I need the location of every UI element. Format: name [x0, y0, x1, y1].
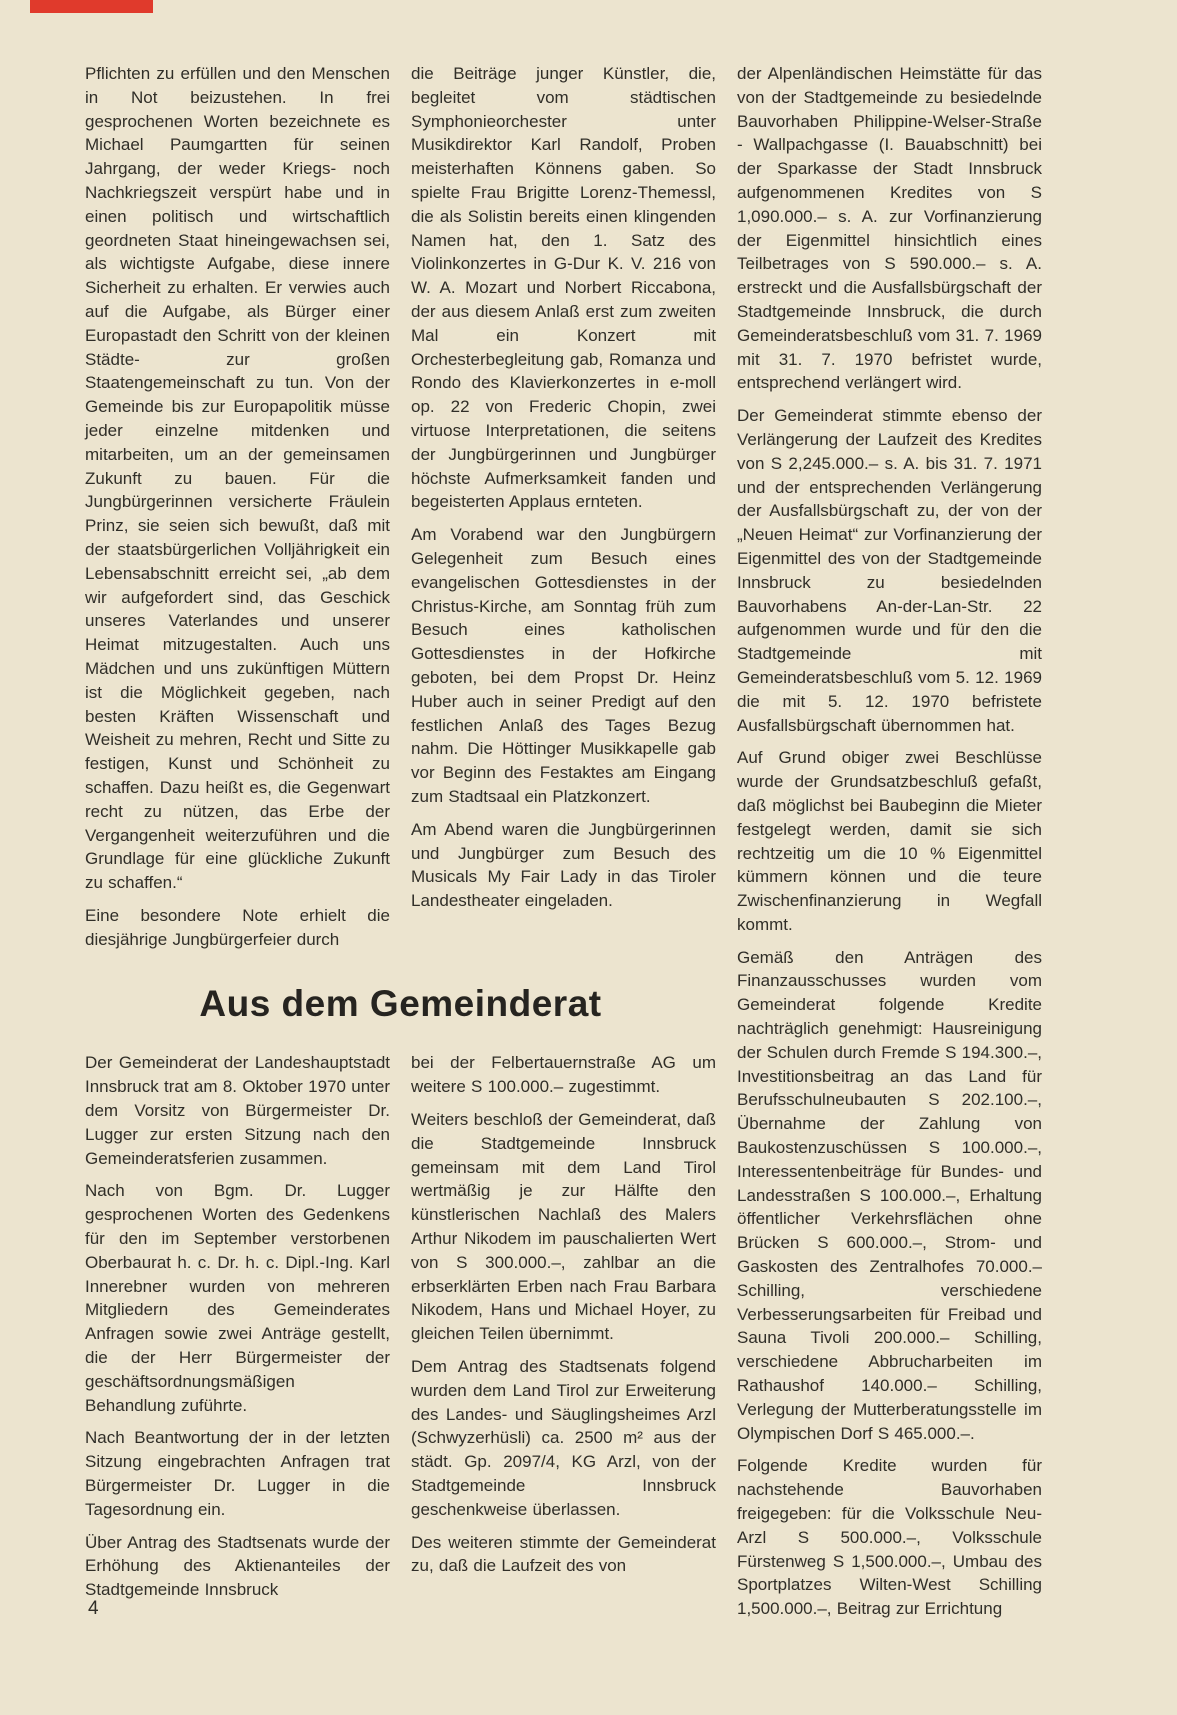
- paragraph: Eine besondere Note erhielt die diesjährige Jungbürgerfeier durch: [85, 905, 390, 949]
- paragraph: Des weiteren stimmte der Gemeinderat zu, daß die Laufzeit des von: [411, 1532, 716, 1576]
- paragraph: Weiters beschloß der Gemeinderat, daß die Stadtgemeinde Innsbruck gemeinsam mit dem Land Tirol wertmäßig je zur Hälfte den künstlerischen Nachlaß des Malers Arthur Nikodem im pauschalierten Wert von S 300.000.–, zahlbar an die erbserklärten Erben nach Frau Barbara Nikodem, Hans und Michael Hoyer, zu gleichen Teilen übernimmt.: [411, 1110, 716, 1344]
- gemeinderat-section: [85, 1051, 716, 1602]
- paragraph: bei der Felbertauernstraße AG um weitere S 100.000.– zugestimmt.: [411, 1053, 716, 1097]
- paragraph: Der Gemeinderat stimmte ebenso der Verlängerung der Laufzeit des Kredites von S 2,245.000.– s. A. bis 31. 7. 1971 und der entsprechenden Verlängerung der Ausfallsbürgschaft zu, der von der „Neuen Heimat“ zur Vorfinanzierung der Eigenmittel des von der Stadtgemeinde Innsbruck zu besiedelnden Bauvorhabens An-der-Lan-Str. 22 aufgenommen wurde und für den die Stadtgemeinde mit Gemeinderatsbeschluß vom 5. 12. 1969 die mit 5. 12. 1970 befristete Ausfallsbürgschaft übernommen hat.: [737, 406, 1042, 735]
- paragraph: Dem Antrag des Stadtsenats folgend wurden dem Land Tirol zur Erweiterung des Landes- und Säuglingsheimes Arzl (Schwyzerhüsli) ca. 2500 m² aus der städt. Gp. 2097/4, KG Arzl, von der Stadtgemeinde Innsbruck geschenkweise überlassen.: [411, 1357, 716, 1519]
- left-column-area: [85, 62, 716, 1602]
- page-number: 4: [88, 1598, 99, 1619]
- paragraph: Auf Grund obiger zwei Beschlüsse wurde der Grundsatzbeschluß gefaßt, daß möglichst bei Baubeginn die Mieter festgelegt werden, damit sie sich rechtzeitig um die 10 % Eigenmittel kümmern können und die teure Zwischenfinanzierung in Wegfall kommt.: [737, 748, 1042, 934]
- jungbuerger-column-2: [411, 62, 716, 913]
- paragraph: Über Antrag des Stadtsenats wurde der Erhöhung des Aktienanteiles der Stadtgemeinde Innsbruck: [85, 1532, 390, 1600]
- paragraph: Der Gemeinderat der Landeshauptstadt Innsbruck trat am 8. Oktober 1970 unter dem Vorsitz von Bürgermeister Dr. Lugger zur ersten Sitzung nach den Gemeinderatsferien zusammen.: [85, 1053, 390, 1168]
- gemeinderat-column-3: [737, 62, 1042, 1621]
- jungbuerger-section: [85, 62, 716, 951]
- paragraph: die Beiträge junger Künstler, die, begleitet vom städtischen Symphonieorchester unter Musikdirektor Karl Randolf, Proben meisterhaften Könnens gaben. So spielte Frau Brigitte Lorenz-Themessl, die als Solistin bereits einen klingenden Namen hat, den 1. Satz des Violinkonzertes in G-Dur K. V. 216 von W. A. Mozart und Norbert Riccabona, der aus diesem Anlaß erst zum zweiten Mal ein Konzert mit Orchesterbegleitung gab, Romanza und Rondo des Klavierkonzertes in e-moll op. 22 von Frederic Chopin, zwei virtuose Interpretationen, die seitens der Jungbürgerinnen und Jungbürger höchste Aufmerksamkeit fanden und begeisterten Applaus ernteten.: [411, 64, 716, 512]
- gemeinderat-column-2: [411, 1051, 716, 1578]
- paragraph: Pflichten zu erfüllen und den Menschen in Not beizustehen. In frei gesprochenen Worten bezeichnete es Michael Paumgartten für seinen Jahrgang, der weder Kriegs- noch Nachkriegszeit verspürt habe und in einen politisch und wirtschaftlich geordneten Staat hineingewachsen sei, als wichtigste Aufgabe, diese innere Sicherheit zu erhalten. Er verwies auch auf die Aufgabe, als Bürger einer Europastadt den Schritt von der kleinen Städte- zur großen Staatengemeinschaft zu tun. Von der Gemeinde bis zur Europapolitik müsse jeder einzelne mitdenken und mitarbeiten, um an der gemeinsamen Zukunft zu bauen. Für die Jungbürgerinnen versicherte Fräulein Prinz, sie seien sich bewußt, daß mit der staatsbürgerlichen Volljährigkeit ein Lebensabschnitt erreicht sei, „ab dem wir aufgefordert sind, das Geschick unseres Vaterlandes und unserer Heimat mitzugestalten. Auch uns Mädchen und uns zukünftigen Müttern ist die Möglichkeit gegeben, nach besten Kräften Wissenschaft und Weisheit zu mehren, Recht und Sitte zu festigen, Kunst und Schönheit zu schaffen. Dazu heißt es, die Gegenwart recht zu nützen, das Erbe der Vergangenheit weiterzuführen und die Grundlage für eine glückliche Zukunft zu schaffen.“: [85, 64, 390, 893]
- paragraph: der Alpenländischen Heimstätte für das von der Stadtgemeinde zu besiedelnde Bauvorhaben Philippine-Welser-Straße - Wallpachgasse (I. Bauabschnitt) bei der Sparkasse der Stadt Innsbruck aufgenommenen Kredites von S 1,090.000.– s. A. zur Vorfinanzierung der Eigenmittel hinsichtlich eines Teilbetrages von S 590.000.– s. A. erstreckt und die Ausfallsbürgschaft der Stadtgemeinde Innsbruck, die durch Gemeinderatsbeschluß vom 31. 7. 1969 mit 31. 7. 1970 befristet wurde, entsprechend verlängert wird.: [737, 64, 1042, 393]
- paragraph: Folgende Kredite wurden für nachstehende Bauvorhaben freigegeben: für die Volksschule Neu-Arzl S 500.000.–, Volksschule Fürstenweg S 1,500.000.–, Umbau des Sportplatzes Wilten-West Schilling 1,500.000.–, Beitrag zur Errichtung: [737, 1456, 1042, 1619]
- paragraph: Nach von Bgm. Dr. Lugger gesprochenen Worten des Gedenkens für den im September verstorbenen Oberbaurat h. c. Dr. h. c. Dipl.-Ing. Karl Innerebner wurden von mehreren Mitgliedern des Gemeinderates Anfragen sowie zwei Anträge gestellt, die der Herr Bürgermeister der geschäftsordnungsmäßigen Behandlung zuführte.: [85, 1181, 390, 1415]
- jungbuerger-column-1: [85, 62, 390, 951]
- paragraph: Am Vorabend war den Jungbürgern Gelegenheit zum Besuch eines evangelischen Gottesdienstes in der Christus-Kirche, am Sonntag früh zum Besuch eines katholischen Gottesdienstes in der Hofkirche geboten, bei dem Propst Dr. Heinz Huber auch in seiner Predigt auf den festlichen Anlaß des Tages Bezug nahm. Die Höttinger Musikkapelle gab vor Beginn des Festaktes am Eingang zum Stadtsaal ein Platzkonzert.: [411, 525, 716, 806]
- paragraph: Nach Beantwortung der in der letzten Sitzung eingebrachten Anfragen trat Bürgermeister Dr. Lugger in die Tagesordnung ein.: [85, 1428, 390, 1519]
- gemeinderat-column-1: [85, 1051, 390, 1602]
- article-heading: Aus dem Gemeinderat: [199, 983, 602, 1025]
- paragraph: Am Abend waren die Jungbürgerinnen und Jungbürger zum Besuch des Musicals My Fair Lady in das Tiroler Landestheater eingeladen.: [411, 819, 716, 911]
- page-content: [85, 62, 1042, 1621]
- paragraph: Gemäß den Anträgen des Finanzausschusses wurden vom Gemeinderat folgende Kredite nachträglich genehmigt: Hausreinigung der Schulen durch Fremde S 194.300.–, Investitionsbeitrag an das Land für Berufsschulneubauten S 202.100.–, Übernahme der Zahlung von Baukostenzuschüssen S 100.000.–, Interessentenbeiträge für Bundes- und Landesstraßen S 100.000.–, Erhaltung öffentlicher Verkehrsflächen ohne Brücken S 600.000.–, Strom- und Gaskosten des Zentralhofes 70.000.– Schilling, verschiedene Verbesserungsarbeiten für Freibad und Sauna Tivoli 200.000.– Schilling, verschiedene Abbrucharbeiten im Rathaushof 140.000.– Schilling, Verlegung der Mutterberatungsstelle im Olympischen Dorf S 465.000.–.: [737, 947, 1042, 1443]
- red-corner-mark: [30, 0, 153, 13]
